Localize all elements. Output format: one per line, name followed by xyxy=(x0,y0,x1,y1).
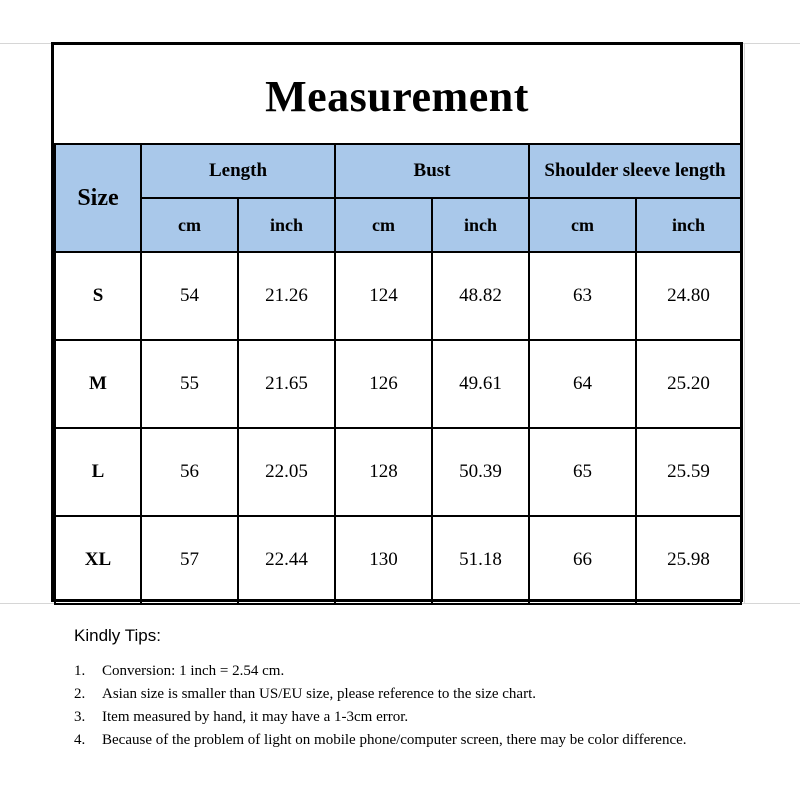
list-item-text: Item measured by hand, it may have a 1-3cm error. xyxy=(102,709,409,725)
table-cell: 57 xyxy=(141,516,238,604)
list-item xyxy=(74,683,754,706)
table-cell: 21.26 xyxy=(238,252,335,340)
table-cell: 25.98 xyxy=(636,516,741,604)
table-cell: 51.18 xyxy=(432,516,529,604)
unit-header: cm xyxy=(335,198,432,252)
table-cell: 66 xyxy=(529,516,636,604)
unit-header: inch xyxy=(238,198,335,252)
table-cell: 25.59 xyxy=(636,428,741,516)
table-cell: 25.20 xyxy=(636,340,741,428)
table-header-row xyxy=(55,144,741,198)
list-item-number: 1. xyxy=(74,663,86,679)
tips-section xyxy=(74,626,754,752)
length-group-header: Length xyxy=(141,144,335,198)
table-cell: 49.61 xyxy=(432,340,529,428)
size-table xyxy=(54,143,742,605)
page-title: Measurement xyxy=(265,71,529,121)
list-item-number: 3. xyxy=(74,709,86,725)
table-cell: 50.39 xyxy=(432,428,529,516)
table-cell: 56 xyxy=(141,428,238,516)
measurement-sheet xyxy=(51,42,743,602)
shoulder-sleeve-group-header: Shoulder sleeve length xyxy=(529,144,741,198)
unit-header: cm xyxy=(529,198,636,252)
bust-group-header: Bust xyxy=(335,144,529,198)
tips-heading: Kindly Tips: xyxy=(74,626,161,645)
table-cell: 124 xyxy=(335,252,432,340)
table-row xyxy=(55,428,741,516)
list-item-number: 4. xyxy=(74,732,86,748)
table-row xyxy=(55,516,741,604)
table-cell: 22.44 xyxy=(238,516,335,604)
table-row xyxy=(55,340,741,428)
unit-header: inch xyxy=(432,198,529,252)
page-border-right xyxy=(744,43,745,604)
tips-list xyxy=(74,660,754,752)
table-row xyxy=(55,252,741,340)
table-cell: 64 xyxy=(529,340,636,428)
table-cell: 63 xyxy=(529,252,636,340)
table-unit-row xyxy=(55,198,741,252)
table-cell: 128 xyxy=(335,428,432,516)
table-cell: 65 xyxy=(529,428,636,516)
list-item xyxy=(74,706,754,729)
size-label: XL xyxy=(55,516,141,604)
table-cell: 55 xyxy=(141,340,238,428)
list-item-text: Asian size is smaller than US/EU size, please reference to the size chart. xyxy=(102,686,536,702)
unit-header: inch xyxy=(636,198,741,252)
list-item xyxy=(74,729,754,752)
size-column-header: Size xyxy=(55,144,141,252)
size-label: M xyxy=(55,340,141,428)
table-cell: 126 xyxy=(335,340,432,428)
table-cell: 54 xyxy=(141,252,238,340)
table-cell: 24.80 xyxy=(636,252,741,340)
list-item-text: Because of the problem of light on mobile phone/computer screen, there may be color difference. xyxy=(102,732,687,748)
list-item-number: 2. xyxy=(74,686,86,702)
table-cell: 48.82 xyxy=(432,252,529,340)
size-label: S xyxy=(55,252,141,340)
table-cell: 130 xyxy=(335,516,432,604)
table-cell: 21.65 xyxy=(238,340,335,428)
list-item-text: Conversion: 1 inch = 2.54 cm. xyxy=(102,663,285,679)
list-item xyxy=(74,660,754,683)
table-cell: 22.05 xyxy=(238,428,335,516)
size-label: L xyxy=(55,428,141,516)
unit-header: cm xyxy=(141,198,238,252)
